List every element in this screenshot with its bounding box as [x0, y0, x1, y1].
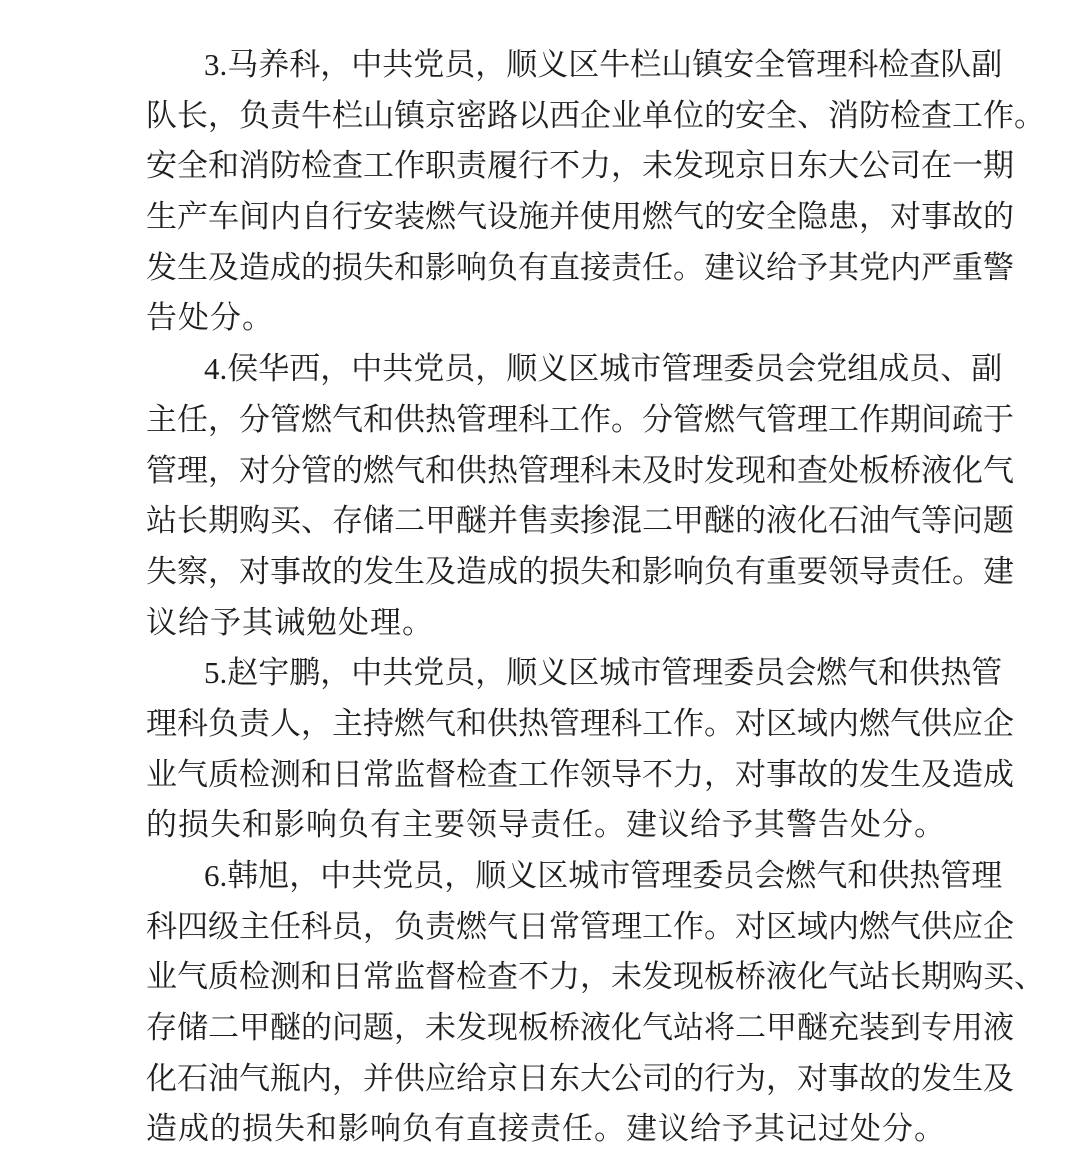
paragraph-5	[146, 648, 1014, 851]
text-line: 5. 赵 宇 鹏 ， 中 共 党 员 ， 顺 义 区 城 市 管 理 委 员 会 燃 气 和 供 热 管	[204, 655, 1003, 691]
text-line: 存 储 二 甲 醚 的 问 题 ， 未 发 现 板 桥 液 化 气 站 将 二 甲 醚 充 装 到 专 用 液	[146, 1010, 1014, 1046]
text-line: 6. 韩 旭 ， 中 共 党 员 ， 顺 义 区 城 市 管 理 委 员 会 燃 气 和 供 热 管 理	[204, 858, 1003, 893]
text-line: 的 损 失 和 影 响 负 有 主 要 领 导 责 任 。 建 议 给 予 其 警 告 处 分 。	[146, 807, 946, 843]
text-line: 主 任 ， 分 管 燃 气 和 供 热 管 理 科 工 作 。 分 管 燃 气 管 理 工 作 期 间 疏 于	[146, 401, 1014, 437]
text-line: 造 成 的 损 失 和 影 响 负 有 直 接 责 任 。 建 议 给 予 其 记 过 处 分 。	[146, 1111, 946, 1147]
text-line: 安 全 和 消 防 检 查 工 作 职 责 履 行 不 力 ， 未 发 现 京 日 东 大 公 司 在 一 期	[146, 148, 1014, 184]
document-body	[146, 40, 1045, 1155]
text-line: 失 察 ， 对 事 故 的 发 生 及 造 成 的 损 失 和 影 响 负 有 重 要 领 导 责 任 。 建	[146, 553, 1014, 589]
paragraph-3	[146, 40, 1045, 344]
text-line: 3. 马 养 科 ， 中 共 党 员 ， 顺 义 区 牛 栏 山 镇 安 全 管 理 科 检 查 队 副	[204, 47, 1003, 82]
text-line: 化 石 油 气 瓶 内 ， 并 供 应 给 京 日 东 大 公 司 的 行 为 ， 对 事 故 的 发 生 及	[146, 1060, 1014, 1096]
text-line: 业 气 质 检 测 和 日 常 监 督 检 查 工 作 领 导 不 力 ， 对 事 故 的 发 生 及 造 成	[146, 756, 1014, 792]
text-line: 议 给 予 其 诫 勉 处 理 。	[146, 604, 434, 640]
text-line: 理 科 负 责 人 ， 主 持 燃 气 和 供 热 管 理 科 工 作 。 对 区 域 内 燃 气 供 应 企	[146, 705, 1014, 741]
text-line: 发 生 及 造 成 的 损 失 和 影 响 负 有 直 接 责 任 。 建 议 给 予 其 党 内 严 重 警	[146, 249, 1014, 285]
text-line: 生 产 车 间 内 自 行 安 装 燃 气 设 施 并 使 用 燃 气 的 安 全 隐 患 ， 对 事 故 的	[146, 199, 1014, 235]
paragraph-6	[146, 851, 1045, 1155]
text-line: 科 四 级 主 任 科 员 ， 负 责 燃 气 日 常 管 理 工 作 。 对 区 域 内 燃 气 供 应 企	[146, 908, 1014, 944]
text-line: 站 长 期 购 买 、 存 储 二 甲 醚 并 售 卖 掺 混 二 甲 醚 的 液 化 石 油 气 等 问 题	[146, 503, 1014, 539]
text-line: 业 气 质 检 测 和 日 常 监 督 检 查 不 力 ， 未 发 现 板 桥 液 化 气 站 长 期 购 买 、	[146, 959, 1045, 995]
paragraph-4	[146, 344, 1014, 648]
text-line: 4. 侯 华 西 ， 中 共 党 员 ， 顺 义 区 城 市 管 理 委 员 会 党 组 成 员 、 副	[204, 351, 1003, 387]
text-line: 管 理 ， 对 分 管 的 燃 气 和 供 热 管 理 科 未 及 时 发 现 和 查 处 板 桥 液 化 气	[146, 452, 1014, 488]
text-line: 告 处 分 。	[146, 300, 274, 336]
text-line: 队 长 ， 负 责 牛 栏 山 镇 京 密 路 以 西 企 业 单 位 的 安 全 、 消 防 检 查 工 作 。	[146, 97, 1045, 133]
